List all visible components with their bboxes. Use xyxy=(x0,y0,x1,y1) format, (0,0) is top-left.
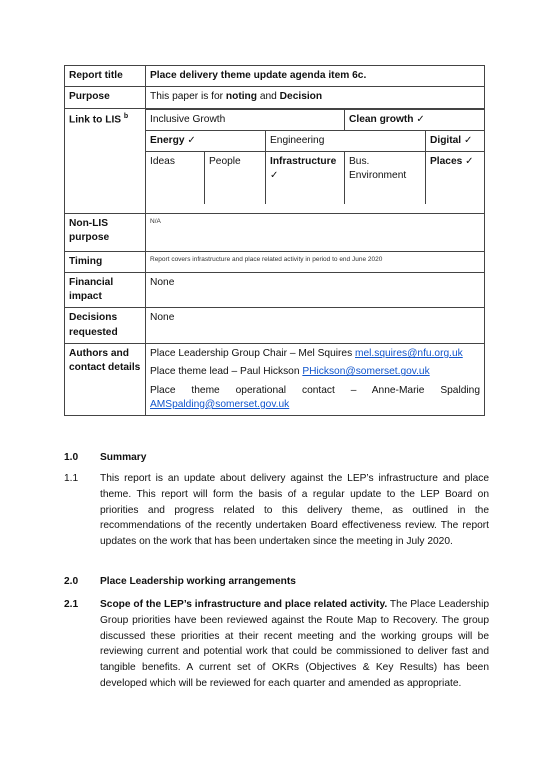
digital-text: Digital xyxy=(430,134,462,146)
theme-lead-email-link[interactable]: PHickson@somerset.gov.uk xyxy=(302,366,430,378)
row-link-to-lis xyxy=(65,108,485,213)
operational-email-link[interactable]: AMSpalding@somerset.gov.uk xyxy=(150,398,290,410)
lis-label-text: Link to LIS xyxy=(69,113,122,125)
lis-grid xyxy=(146,109,484,204)
checkmark-icon: ✓ xyxy=(187,134,196,146)
paragraph-text: This report is an update about delivery against the LEP’s infrastructure and place theme. This report will form the basis of a regular update to the LEP Board on priorities and progress related to this delivery theme, as outlined in the recommendations of the recently undertaken Board effectiveness review. The report updates on the work that has been undertaken since the meeting in July 2020. xyxy=(100,473,489,548)
lis-superscript: b xyxy=(123,112,129,120)
section-number: 2.0 xyxy=(64,576,79,587)
row-purpose xyxy=(65,87,485,108)
author-theme-lead xyxy=(150,365,480,379)
report-title-value: Place delivery theme update agenda item 6c. xyxy=(146,66,485,87)
lis-ideas: Ideas xyxy=(146,152,205,204)
author-operational-email xyxy=(150,398,480,412)
checkmark-icon: ✓ xyxy=(416,113,425,125)
decisions-label: Decisions requested xyxy=(65,308,146,344)
row-report-title xyxy=(65,66,485,87)
authors-value xyxy=(146,343,485,415)
section-number: 1.0 xyxy=(64,452,79,463)
row-non-lis xyxy=(65,213,485,251)
checkmark-icon: ✓ xyxy=(270,170,279,182)
report-title-label: Report title xyxy=(65,66,146,87)
non-lis-label: Non-LIS purpose xyxy=(65,213,146,251)
row-financial xyxy=(65,272,485,308)
paragraph-lead: Scope of the LEP’s infrastructure and place related activity. xyxy=(100,599,388,610)
paragraph-1-1 xyxy=(64,471,489,571)
energy-text: Energy xyxy=(150,134,185,146)
purpose-value xyxy=(146,87,485,108)
lis-energy xyxy=(146,130,266,151)
purpose-label: Purpose xyxy=(65,87,146,108)
lis-places xyxy=(426,152,485,204)
section-title: Place Leadership working arrangements xyxy=(100,576,296,587)
authors-label: Authors and contact details xyxy=(65,343,146,415)
lis-digital xyxy=(426,130,485,151)
lis-people: People xyxy=(205,152,266,204)
row-timing xyxy=(65,251,485,272)
section-title: Summary xyxy=(100,452,147,463)
author-chair xyxy=(150,347,480,361)
row-authors xyxy=(65,343,485,415)
non-lis-value: N/A xyxy=(146,213,485,251)
timing-value: Report covers infrastructure and place related activity in period to end June 2020 xyxy=(146,251,485,272)
checkmark-icon: ✓ xyxy=(465,156,474,168)
decisions-value: None xyxy=(146,308,485,344)
report-meta-table xyxy=(64,65,485,416)
clean-growth-text: Clean growth xyxy=(349,113,414,125)
purpose-decision: Decision xyxy=(279,91,323,103)
lis-row-3 xyxy=(146,152,484,204)
chair-email-link[interactable]: mel.squires@nfu.org.uk xyxy=(355,347,463,359)
author-operational xyxy=(150,384,480,398)
lis-engineering: Engineering xyxy=(266,130,426,151)
lis-row-1 xyxy=(146,109,484,130)
financial-label: Financial impact xyxy=(65,272,146,308)
purpose-and: and xyxy=(257,91,280,103)
paragraph-number: 1.1 xyxy=(64,473,79,484)
theme-lead-text: Place theme lead – Paul Hickson xyxy=(150,366,303,378)
purpose-text: This paper is for xyxy=(150,91,226,103)
row-decisions xyxy=(65,308,485,344)
places-text: Places xyxy=(430,156,463,168)
lis-grid-cell xyxy=(146,108,485,213)
paragraph-2-1 xyxy=(64,597,489,717)
infrastructure-text: Infrastructure xyxy=(270,156,337,168)
purpose-noting: noting xyxy=(225,91,257,103)
paragraph-number: 2.1 xyxy=(64,599,79,610)
link-to-lis-label xyxy=(65,108,146,213)
lis-bus-env: Bus. Environment xyxy=(345,152,426,204)
timing-label: Timing xyxy=(65,251,146,272)
paragraph-body: The Place Leadership Group priorities have been reviewed against the Route Map to Recovery. The group discussed these priorities at their recent meeting and the working groups will be reviewing current and potential work that could be commissioned to deliver fast and tangible benefits. A current set of OKRs (Objectives & Key Results) has been developed which will be reviewed for each quarter and amended as appropriate. xyxy=(100,599,489,690)
lis-row-2 xyxy=(146,130,484,151)
operational-text: Place theme operational contact – Anne-Marie Spalding xyxy=(150,384,480,396)
lis-infrastructure xyxy=(266,152,345,204)
checkmark-icon: ✓ xyxy=(463,134,473,146)
lis-clean-growth xyxy=(345,109,485,130)
lis-inclusive-growth: Inclusive Growth xyxy=(146,109,345,130)
chair-text: Place Leadership Group Chair – Mel Squires xyxy=(150,347,355,359)
paragraph-text xyxy=(100,597,489,692)
financial-value: None xyxy=(146,272,485,308)
